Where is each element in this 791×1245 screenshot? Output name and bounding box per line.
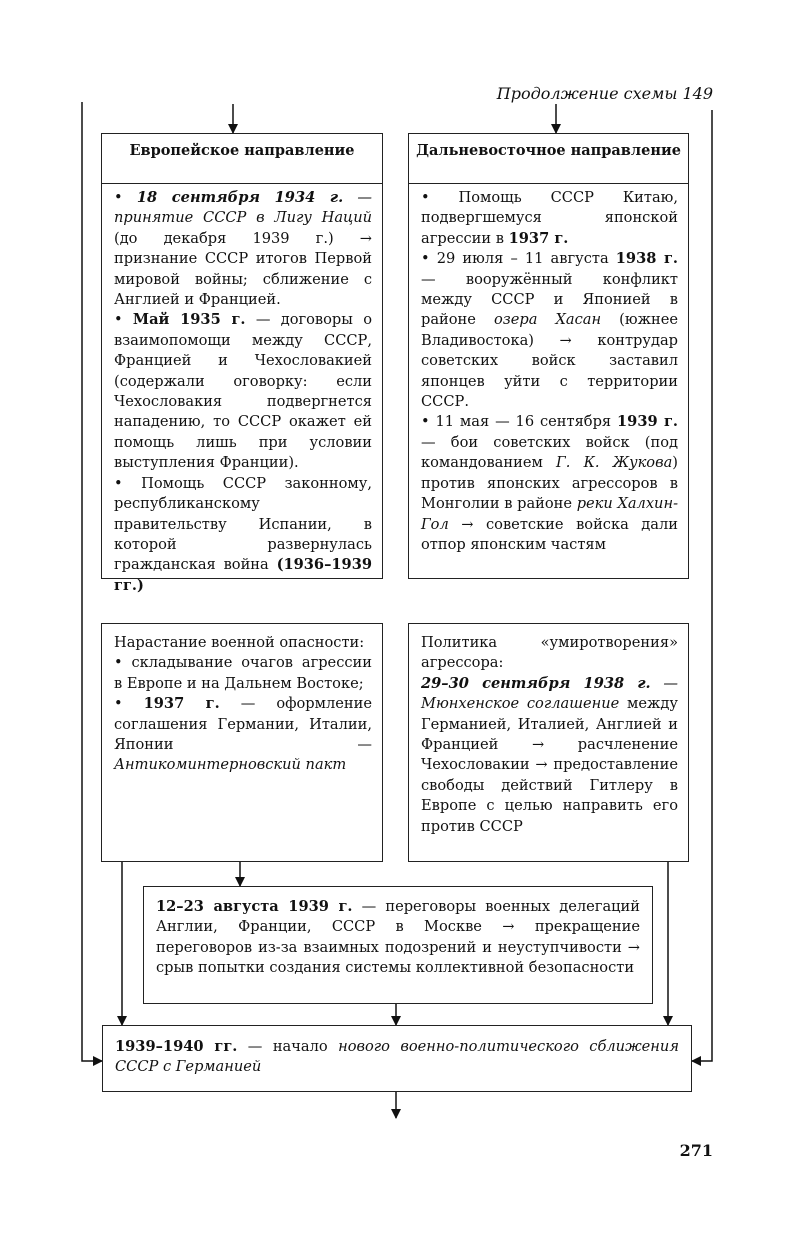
text-segment: между Германией, Италией, Англией и Францией → расчленение Чехословакии → предоставление свободы действий Гитлеру в Европе с целью направить его против СССР: [421, 695, 678, 835]
text-segment: (до декабря 1939 г.) → признание СССР итогов Первой мировой войны; сближение с Англией и Францией.: [114, 229, 372, 309]
paragraph: [115, 1037, 679, 1078]
text-segment: Г. К. Жукова: [556, 454, 673, 472]
text-segment: 29–30 сентября 1938 г.: [421, 674, 651, 692]
negotiations-box: [143, 886, 653, 1004]
text-segment: •: [114, 695, 144, 713]
text-segment: —: [343, 189, 373, 206]
european-direction-title: Европейское направление: [102, 134, 382, 184]
war-threat-text: [102, 624, 382, 776]
text-segment: Нарастание военной опасности:: [114, 634, 365, 651]
negotiations-text: [144, 887, 652, 979]
text-segment: 1939–1940 гг.: [115, 1038, 238, 1055]
text-segment: — начало: [237, 1038, 339, 1055]
fareast-direction-text: [409, 184, 688, 555]
european-direction-box: [101, 133, 383, 594]
rapprochement-box: [102, 1025, 692, 1092]
text-segment: Антикоминтерновский пакт: [114, 756, 347, 774]
text-segment: — договоры о взаимопомощи между СССР, Францией и Чехословакией (содержали оговорку: если Чехословакия подвергнется нападению, то СССР окажет ей помощь лишь при условии выступления Франции).: [114, 311, 372, 472]
paragraph: [421, 188, 678, 249]
paragraph: [114, 188, 372, 310]
text-segment: • Помощь СССР законному, республиканскому правительству Испании, в которой развернулась гражданская война: [114, 474, 372, 574]
fareast-direction-title: Дальневосточное направление: [409, 134, 688, 184]
text-segment: •: [114, 311, 133, 329]
paragraph: [114, 310, 372, 473]
paragraph: [156, 897, 640, 979]
text-segment: (южнее Владивостока) → контрудар советских войск заставил японцев уйти с территории СССР.: [421, 311, 678, 411]
paragraph: [421, 412, 678, 555]
text-segment: • 11 мая — 16 сентября: [421, 413, 618, 431]
paragraph: [421, 633, 678, 674]
fareast-direction-box: [408, 133, 689, 579]
appeasement-text: [409, 624, 688, 837]
right-outer-connector: [692, 110, 712, 1061]
text-segment: принятие СССР в Лигу Наций: [114, 209, 372, 227]
left-outer-connector: [82, 102, 102, 1061]
text-segment: нового военно-политического сближения СССР с Германией: [115, 1038, 679, 1076]
text-segment: реки Халхин-Гол: [421, 495, 678, 533]
paragraph: [114, 653, 372, 694]
text-segment: — оформление соглашения Германии, Италии, Японии —: [114, 695, 373, 754]
appeasement-box: [408, 623, 689, 862]
text-segment: Май 1935 г.: [132, 311, 246, 329]
text-segment: ) против японских агрессоров в Монголии в районе: [421, 454, 678, 513]
text-segment: 12–23 августа 1939 г.: [156, 898, 353, 915]
paragraph: [421, 674, 678, 837]
scheme-caption: Продолжение схемы 149: [496, 84, 713, 103]
text-segment: • складывание очагов агрессии в Европе и на Дальнем Востоке;: [114, 654, 372, 692]
text-segment: (1936–1939 гг.): [114, 556, 372, 594]
text-segment: Мюнхенское соглашение: [421, 695, 620, 713]
rapprochement-text: [103, 1026, 691, 1078]
text-segment: Политика «умиротворения» агрессора:: [421, 634, 678, 672]
paragraph: [421, 249, 678, 412]
text-segment: — переговоры военных делегаций Англии, Франции, СССР в Москве → прекращение переговоров из-за взаимных подозрений и неуступчивости → срыв попытки создания системы коллективной безопасности: [156, 898, 640, 977]
paragraph: [114, 474, 372, 596]
text-segment: 18 сентября 1934 г.: [136, 189, 344, 206]
text-segment: озера Хасан: [494, 311, 602, 329]
page-number: 271: [679, 1141, 713, 1160]
text-segment: 1937 г.: [508, 229, 569, 247]
paragraph: [114, 694, 372, 776]
text-segment: — бои советских войск (под командованием: [421, 433, 678, 472]
text-segment: 1939 г.: [617, 413, 678, 431]
text-segment: • 29 июля – 11 августа: [421, 250, 616, 268]
european-direction-text: [102, 184, 382, 596]
text-segment: — вооружённый конфликт между СССР и Японией в районе: [421, 270, 678, 329]
text-segment: —: [650, 674, 678, 692]
text-segment: 1937 г.: [143, 695, 220, 713]
text-segment: 1938 г.: [615, 250, 678, 268]
war-threat-box: [101, 623, 383, 862]
text-segment: •: [114, 189, 137, 206]
text-segment: • Помощь СССР Китаю, подвергшемуся японской агрессии в: [421, 189, 678, 247]
paragraph: [114, 633, 372, 653]
text-segment: → советские войска дали отпор японским частям: [421, 515, 678, 553]
